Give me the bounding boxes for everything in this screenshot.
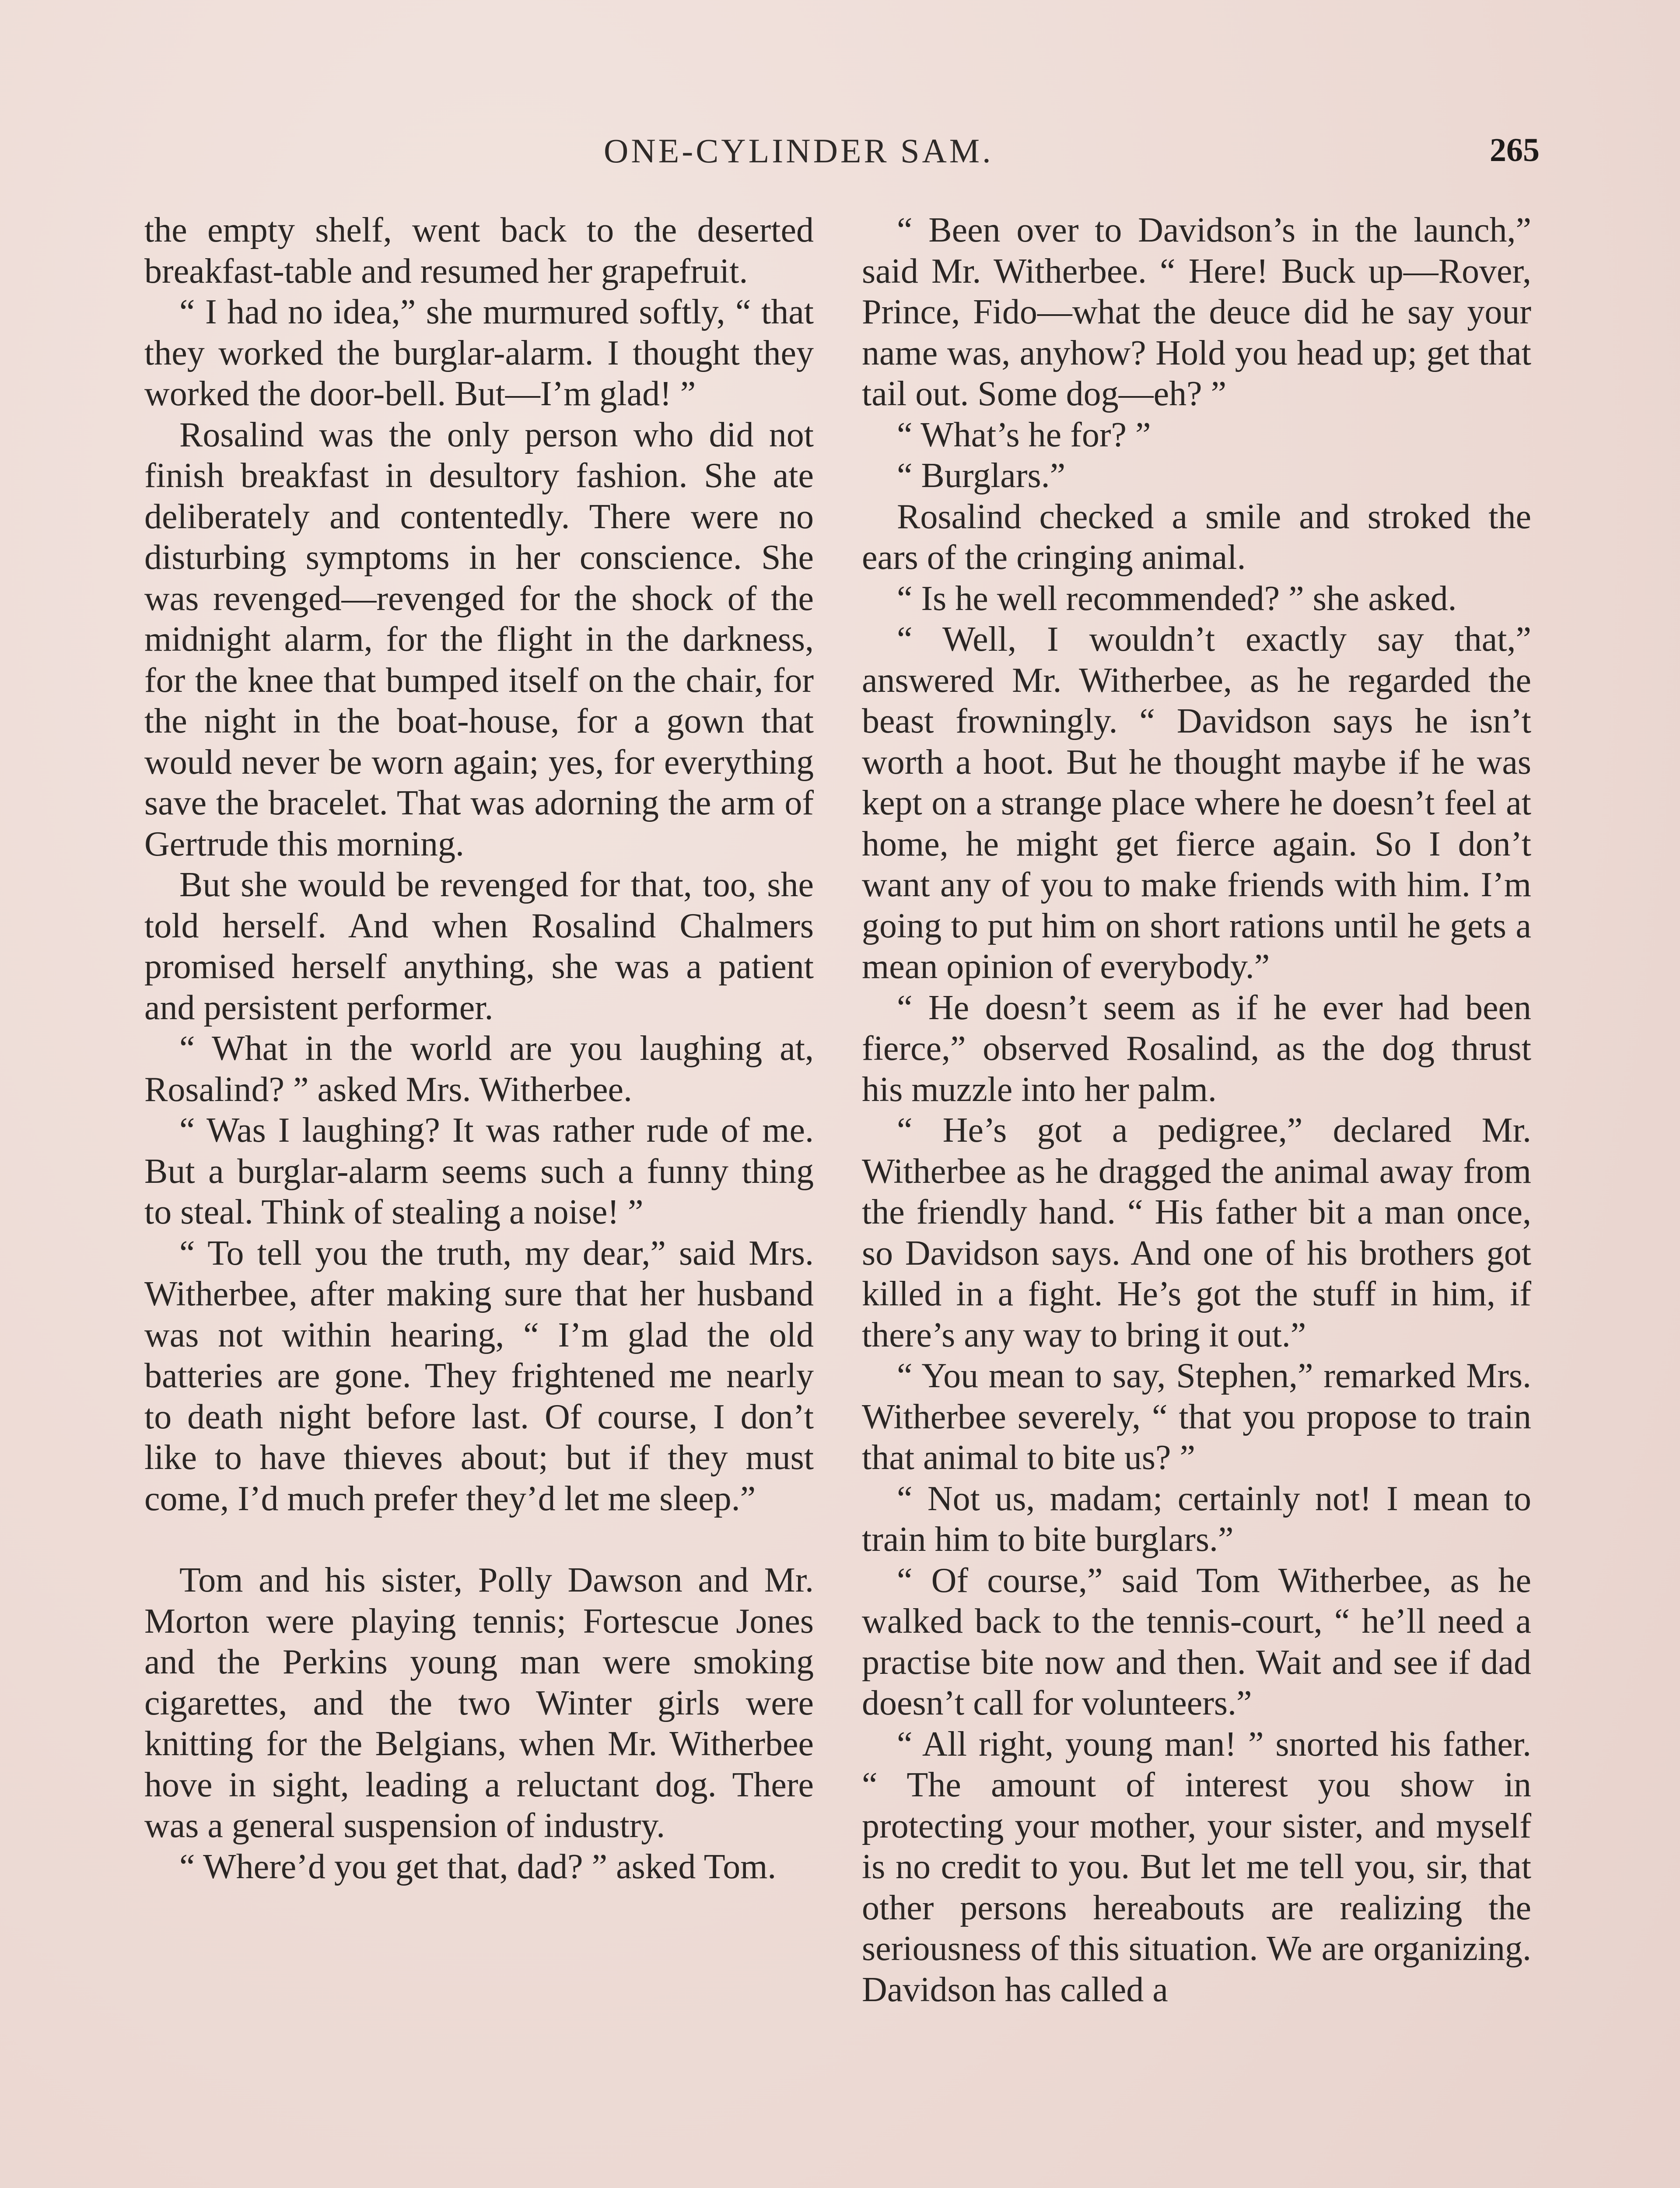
paragraph: “ Well, I wouldn’t exactly say that,” answered Mr. Witherbee, as he regarded the beast frowningly. “ Davidson says he isn’t worth a hoot. But he thought maybe if he was kept on a strange place where he doesn’t feel at home, he might get fierce again. So I don’t want any of you to make friends with him. I’m going to put him on short rations until he gets a mean opinion of everybody.” xyxy=(862,620,1531,986)
paragraph: “ Of course,” said Tom Witherbee, as he walked back to the tennis-court, “ he’ll need a practise bite now and then. Wait and see if dad doesn’t call for volunteers.” xyxy=(862,1561,1531,1722)
paragraph: But she would be revenged for that, too, she told herself. And when Rosalind Chalmers promised herself anything, she was a patient and persistent performer. xyxy=(144,866,814,1027)
page-number: 265 xyxy=(1490,132,1540,168)
paragraph: “ To tell you the truth, my dear,” said Mrs. Witherbee, after making sure that her husband was not within hearing, “ I’m glad the old batteries are gone. They frightened me nearly to death night before last. Of course, I don’t like to have thieves about; but if they must come, I’d much prefer they’d let me sleep.” xyxy=(144,1234,814,1518)
paragraph: Tom and his sister, Polly Dawson and Mr. Morton were playing tennis; Fortescue Jones and the Perkins young man were smoking cigarettes, and the two Winter girls were knitting for the Belgians, when Mr. Witherbee hove in sight, leading a reluctant dog. There was a general suspension of industry. xyxy=(144,1561,814,1845)
paragraph: “ Was I laughing? It was rather rude of me. But a burglar-alarm seems such a funny thing to steal. Think of stealing a noise! ” xyxy=(144,1111,814,1231)
paragraph: “ I had no idea,” she murmured softly, “ that they worked the burglar-alarm. I thought they worked the door-bell. But—I’m glad! ” xyxy=(144,293,814,413)
running-title: ONE-CYLINDER SAM. xyxy=(604,132,994,170)
paragraph: “ He’s got a pedigree,” declared Mr. Witherbee as he dragged the animal away from the friendly hand. “ His father bit a man once, so Davidson says. And one of his brothers got killed in a fight. He’s got the stuff in him, if there’s any way to bring it out.” xyxy=(862,1111,1531,1354)
paragraph: “ All right, young man! ” snorted his father. “ The amount of interest you show in protecting your mother, your sister, and myself is no credit to you. But let me tell you, sir, that other persons hereabouts are realizing the seriousness of this situation. We are organizing. Davidson has called a xyxy=(862,1725,1531,2009)
paragraph: “ He doesn’t seem as if he ever had been fierce,” observed Rosalind, as the dog thrust his muzzle into her palm. xyxy=(862,988,1531,1109)
left-column xyxy=(144,210,814,1887)
paragraph: “ Been over to Davidson’s in the launch,” said Mr. Witherbee. “ Here! Buck up—Rover, Prince, Fido—what the deuce did he say your name was, anyhow? Hold you head up; get that tail out. Some dog—eh? ” xyxy=(862,211,1531,413)
paragraph: “ Not us, madam; certainly not! I mean to train him to bite burglars.” xyxy=(862,1479,1531,1559)
right-column xyxy=(862,210,1531,2010)
paragraph: “ Where’d you get that, dad? ” asked Tom. xyxy=(179,1847,777,1886)
running-head xyxy=(0,131,1680,184)
paragraph: Rosalind checked a smile and stroked the ears of the cringing animal. xyxy=(862,497,1531,577)
paragraph: “ You mean to say, Stephen,” remarked Mrs. Witherbee severely, “ that you propose to train that animal to bite us? ” xyxy=(862,1357,1531,1477)
paragraph: “ Burglars.” xyxy=(897,456,1066,495)
paragraph: Rosalind was the only person who did not finish breakfast in desultory fashion. She ate deliberately and contentedly. There were no disturbing symptoms in her conscience. She was revenged—revenged for the shock of the midnight alarm, for the flight in the darkness, for the knee that bumped itself on the chair, for the night in the boat-house, for a gown that would never be worn again; yes, for everything save the bracelet. That was adorning the arm of Gertrude this morning. xyxy=(144,415,814,863)
paragraph: “ What’s he for? ” xyxy=(897,415,1151,454)
paragraph: “ Is he well recommended? ” she asked. xyxy=(897,579,1457,618)
paragraph: “ What in the world are you laughing at, Rosalind? ” asked Mrs. Witherbee. xyxy=(144,1029,814,1109)
paragraph: the empty shelf, went back to the deserted breakfast-table and resumed her grapefruit. xyxy=(144,211,814,291)
